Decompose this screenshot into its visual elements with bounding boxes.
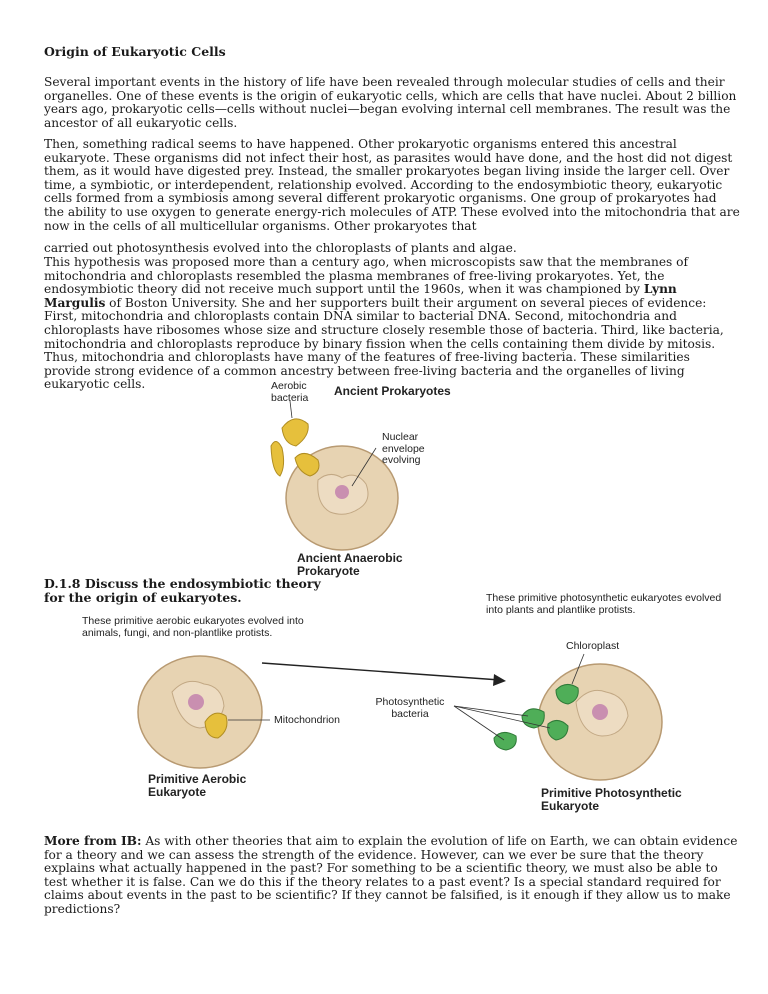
primitive-aerobic-eukaryote-cell — [138, 656, 262, 768]
evidence-text-start: This hypothesis was proposed more than a century ago, when microscopists saw that the membranes of mitochondria and chloroplasts resembled the plasma membranes of free-living prokaryotes. Yet, the endosymbiotic theory did not receive much support until the 1960s, when it was championed by — [44, 255, 689, 297]
ancient-anaerobic-label: Ancient Anaerobic Prokaryote — [297, 551, 403, 578]
aerobic-bacteria-label: Aerobic bacteria — [271, 380, 309, 404]
aerobic-bacteria-group — [271, 419, 319, 476]
photosynthetic-bacteria-label: Photosynthetic bacteria — [375, 696, 445, 720]
more-from-ib-paragraph — [44, 835, 740, 917]
chloroplast-label: Chloroplast — [566, 640, 620, 652]
aerobic-note: These primitive aerobic eukaryotes evolved into animals, fungi, and non-plantlike protists. — [82, 615, 304, 639]
paragraph-chloroplasts: carried out photosynthesis evolved into the chloroplasts of plants and algae. — [44, 241, 517, 255]
mitochondrion-label: Mitochondrion — [274, 714, 340, 726]
more-from-ib-label: More from IB: — [44, 834, 142, 848]
ancient-prokaryotes-label: Ancient Prokaryotes — [334, 384, 451, 398]
primitive-photosynthetic-label: Primitive Photosynthetic Eukaryote — [541, 786, 682, 813]
primitive-photosynthetic-eukaryote-cell — [494, 664, 662, 780]
evolution-arrow — [262, 663, 506, 686]
lynn-margulis-name: Lynn Margulis — [44, 282, 677, 310]
nuclear-envelope-label: Nuclear envelope evolving — [382, 431, 425, 466]
photosynthetic-note: These primitive photosynthetic eukaryotes evolved into plants and plantlike protists. — [486, 592, 722, 616]
evidence-text-end: of Boston University. She and her supporters built their argument on several pieces of evidence: First, mitochondria and chloroplasts contain DNA similar to bacterial DNA. Second, mitochondria and chloroplasts have ribosomes whose size and structure closely resemble those of bacteria. Third, like bacteria, mitochondria and chloroplasts reproduce by binary fission when the cells containing them divide by mitosis. Thus, mitochondria and chloroplasts have many of the features of free-living bacteria. These similarities provide strong evidence of a common ancestry between free-living bacteria and the organelles of living eukaryotic cells. — [44, 295, 724, 392]
page-title: Origin of Eukaryotic Cells — [44, 44, 226, 59]
more-from-ib-text: As with other theories that aim to explain the evolution of life on Earth, we can obtain evidence for a theory and we can assess the strength of the evidence. However, can we ever be sure that the theory explains what actually happened in the past? For something to be a scientific theory, we must also be able to test whether it is false. Can we do this if the theory relates to a past event? Is a special standard required for claims about events in the past to be scientific? If they cannot be falsified, is it enough if they allow us to make predictions? — [44, 834, 738, 916]
section-heading-d18: D.1.8 Discuss the endosymbiotic theory for the origin of eukaryotes. — [44, 576, 321, 605]
paragraph-intro: Several important events in the history of life have been revealed through molecular studies of cells and their organelles. One of these events is the origin of eukaryotic cells, which are cells that have nuclei. About 2 billion years ago, prokaryotic cells—cells without nuclei—began evolving internal cell membranes. The result was the ancestor of all eukaryotic cells. — [44, 75, 737, 130]
primitive-aerobic-label: Primitive Aerobic Eukaryote — [148, 772, 247, 799]
paragraph-symbiosis: Then, something radical seems to have happened. Other prokaryotic organisms entered this ancestral eukaryote. These organisms did not infect their host, as parasites would have done, and the host did not digest them, as it would have digested prey. Instead, the smaller prokaryotes began living inside the larger cell. Over time, a symbiotic, or interdependent, relationship evolved. According to the endosymbiotic theory, eukaryotic cells formed from a symbiosis among several different prokaryotic organisms. One group of prokaryotes had the ability to use oxygen to generate energy-rich molecules of ATP. These evolved into the mitochondria that are now in the cells of all multicellular organisms. Other prokaryotes that — [44, 137, 740, 233]
